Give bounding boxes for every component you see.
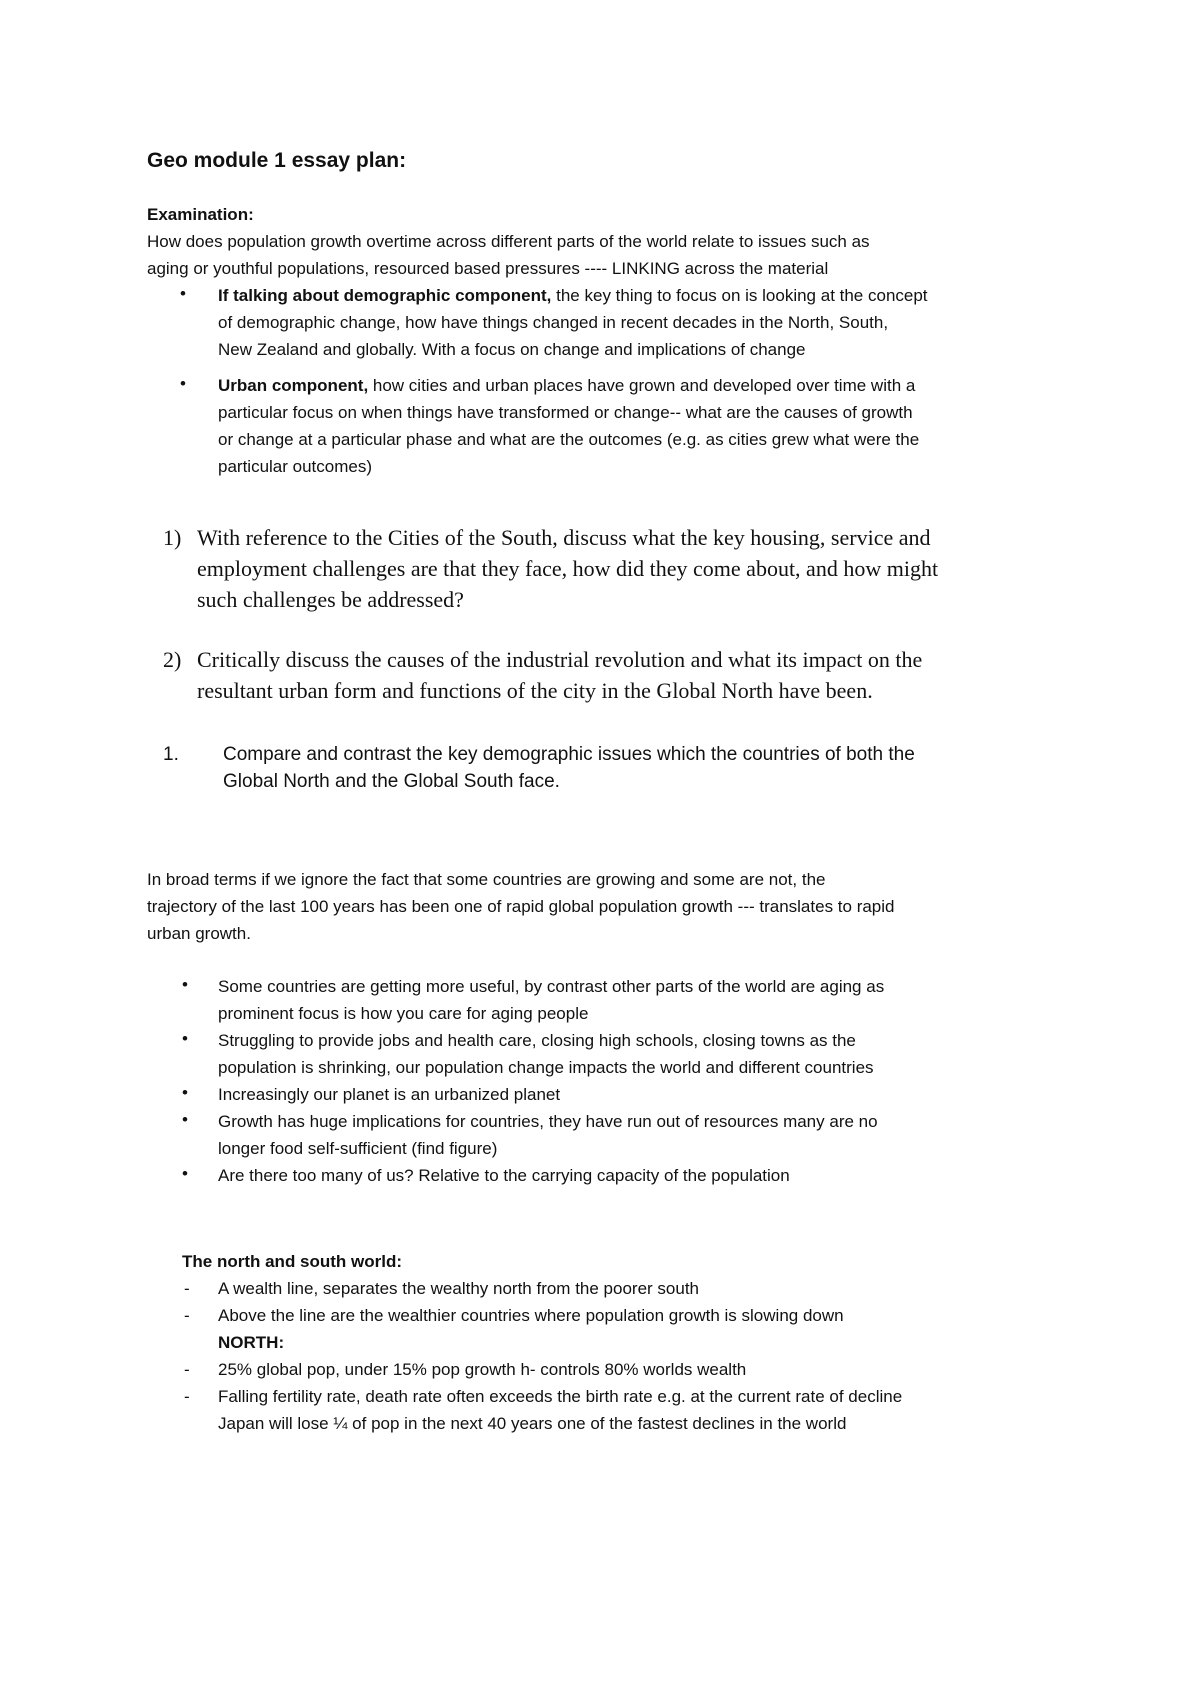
list-item-body [218, 1162, 1078, 1189]
bullet-icon: • [182, 1083, 188, 1102]
text-line: Japan will lose ¼ of pop in the next 40 years one of the fastest declines in the world [218, 1414, 847, 1433]
text-line: prominent focus is how you care for aging people [218, 1004, 589, 1023]
dash-item-body [218, 1302, 1078, 1356]
text-line: particular focus on when things have transformed or change-- what are the causes of growth [218, 403, 913, 422]
text-line: Global North and the Global South face. [223, 771, 560, 792]
question-number: 1) [163, 525, 182, 550]
text-line: 25% global pop, under 15% pop growth h- controls 80% worlds wealth [218, 1360, 747, 1379]
bullet-icon: • [180, 374, 186, 393]
text-line: In broad terms if we ignore the fact that some countries are growing and some are not, the [147, 870, 826, 889]
list-item-body [218, 1108, 1078, 1162]
text-line: Increasingly our planet is an urbanized planet [218, 1085, 561, 1104]
question-number: 2) [163, 647, 182, 672]
text-line: longer food self-sufficient (find figure) [218, 1139, 498, 1158]
bullet-icon: • [182, 1164, 188, 1183]
bold-lead: If talking about demographic component, [218, 286, 552, 305]
text-line [218, 372, 1078, 399]
bold-lead: Urban component, [218, 376, 369, 395]
question-body [223, 741, 1083, 795]
bullet-icon: • [182, 1029, 188, 1048]
text-run: how cities and urban places have grown and developed over time with a [368, 376, 916, 395]
dash-icon: - [184, 1360, 190, 1379]
examination-label: Examination: [147, 205, 254, 224]
text-line: employment challenges are that they face, how did they come about, and how might [197, 556, 939, 581]
text-line: Some countries are getting more useful, by contrast other parts of the world are aging as [218, 977, 885, 996]
dash-item-body [218, 1275, 1078, 1302]
bullet-icon: • [180, 284, 186, 303]
text-line: aging or youthful populations, resourced based pressures ---- LINKING across the material [147, 259, 829, 278]
text-line: A wealth line, separates the wealthy north from the poorer south [218, 1279, 699, 1298]
text-line: With reference to the Cities of the South, discuss what the key housing, service and [197, 525, 931, 550]
list-item-body [218, 372, 1078, 480]
text-line: trajectory of the last 100 years has been one of rapid global population growth --- translates to rapid [147, 897, 895, 916]
text-line: Critically discuss the causes of the industrial revolution and what its impact on the [197, 647, 923, 672]
list-item-body [218, 1027, 1078, 1081]
text-line: such challenges be addressed? [197, 587, 464, 612]
list-item-body [218, 282, 1078, 363]
text-line: urban growth. [147, 924, 251, 943]
page-title: Geo module 1 essay plan: [147, 149, 407, 172]
question-body [197, 644, 1077, 706]
text-line: or change at a particular phase and what are the outcomes (e.g. as cities grew what were the [218, 430, 920, 449]
broad-terms-paragraph [147, 866, 1077, 947]
text-line: of demographic change, how have things changed in recent decades in the North, South, [218, 313, 889, 332]
text-run: the key thing to focus on is looking at the concept [551, 286, 928, 305]
question-body [197, 522, 1077, 615]
dash-icon: - [184, 1306, 190, 1325]
text-line: population is shrinking, our population change impacts the world and different countries [218, 1058, 874, 1077]
bullet-icon: • [182, 1110, 188, 1129]
text-line: Compare and contrast the key demographic issues which the countries of both the [223, 744, 915, 765]
text-line: Falling fertility rate, death rate often exceeds the birth rate e.g. at the current rate of decline [218, 1387, 903, 1406]
text-line: Above the line are the wealthier countries where population growth is slowing down [218, 1306, 844, 1325]
bullet-icon: • [182, 975, 188, 994]
text-line [218, 282, 1078, 309]
text-line: resultant urban form and functions of the city in the Global North have been. [197, 678, 873, 703]
question-number: 1. [163, 744, 179, 765]
north-south-label: The north and south world: [182, 1252, 403, 1271]
dash-item-body [218, 1383, 1078, 1437]
dash-item-body [218, 1356, 1078, 1383]
list-item-body [218, 1081, 1078, 1108]
text-line: Are there too many of us? Relative to the carrying capacity of the population [218, 1166, 790, 1185]
text-line: particular outcomes) [218, 457, 373, 476]
text-line: New Zealand and globally. With a focus on change and implications of change [218, 340, 806, 359]
north-label: NORTH: [218, 1333, 285, 1352]
dash-icon: - [184, 1279, 190, 1298]
examination-intro [147, 228, 1077, 282]
text-line: How does population growth overtime across different parts of the world relate to issues such as [147, 232, 870, 251]
text-line: Struggling to provide jobs and health care, closing high schools, closing towns as the [218, 1031, 856, 1050]
text-line: Growth has huge implications for countries, they have run out of resources many are no [218, 1112, 878, 1131]
dash-icon: - [184, 1387, 190, 1406]
list-item-body [218, 973, 1078, 1027]
